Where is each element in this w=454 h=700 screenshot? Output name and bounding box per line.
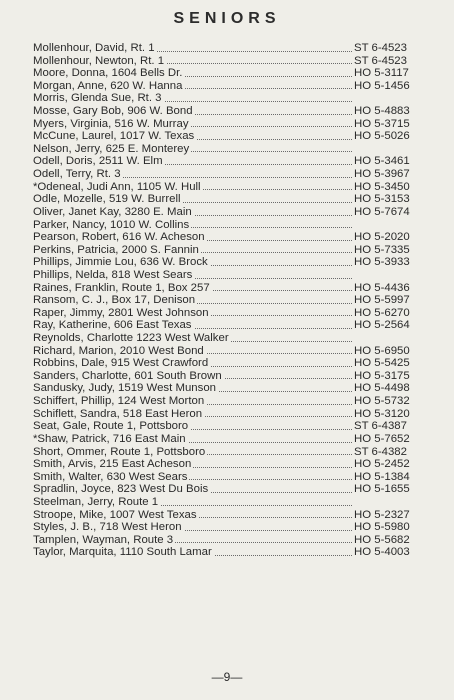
list-item <box>33 446 426 459</box>
list-item <box>33 67 426 80</box>
entry-name: Mollenhour, David, Rt. 1 <box>33 42 155 54</box>
entry-name: Mollenhour, Newton, Rt. 1 <box>33 54 165 67</box>
entry-phone: HO 5-7652 <box>354 432 410 445</box>
entry-name: Oliver, Janet Kay, 3280 E. Main <box>33 205 192 218</box>
entry-name: McCune, Laurel, 1017 W. Texas <box>33 130 195 143</box>
entry-name: Richard, Marion, 2010 West Bond <box>33 344 204 357</box>
entry-name: Robbins, Dale, 915 West Crawford <box>33 357 209 370</box>
list-item <box>33 294 426 307</box>
list-item <box>33 42 426 55</box>
entry-name: Parker, Nancy, 1010 W. Collins <box>33 218 190 231</box>
list-item <box>33 168 426 181</box>
entry-name: Morris, Glenda Sue, Rt. 3 <box>33 92 162 105</box>
entry-name: Styles, J. B., 718 West Heron <box>33 521 182 534</box>
entry-phone: HO 5-5682 <box>354 533 410 546</box>
list-item <box>33 118 426 131</box>
list-item <box>33 458 426 471</box>
entry-phone: ST 6-4523 <box>354 42 407 54</box>
entry-name: Sandusky, Judy, 1519 West Munson <box>33 382 216 395</box>
list-item <box>33 307 426 320</box>
list-item <box>33 471 426 484</box>
entry-name: Raines, Franklin, Route 1, Box 257 <box>33 281 210 294</box>
entry-phone: HO 5-2452 <box>354 458 410 471</box>
list-item <box>33 231 426 244</box>
entry-name: Perkins, Patricia, 2000 S. Fannin <box>33 243 199 256</box>
entry-phone: ST 6-4387 <box>354 420 407 433</box>
list-item <box>33 420 426 433</box>
list-item <box>33 345 426 358</box>
entry-phone: HO 5-6270 <box>354 306 410 319</box>
entry-phone: HO 5-3117 <box>354 67 409 80</box>
entry-name: Steelman, Jerry, Route 1 <box>33 495 159 508</box>
entry-phone: HO 5-4883 <box>354 105 410 118</box>
entry-phone: HO 5-7335 <box>354 243 410 256</box>
entry-name: Schiffert, Phillip, 124 West Morton <box>33 395 205 408</box>
entry-phone: HO 5-3175 <box>354 369 410 382</box>
entry-name: Morgan, Anne, 620 W. Hanna <box>33 79 183 92</box>
entry-name: Tamplen, Wayman, Route 3 <box>33 533 174 546</box>
entry-phone: HO 5-3450 <box>354 180 410 193</box>
entry-phone: HO 5-5425 <box>354 357 410 370</box>
list-item <box>33 319 426 332</box>
entry-name: Odell, Doris, 2511 W. Elm <box>33 155 163 168</box>
entry-name: Ransom, C. J., Box 17, Denison <box>33 294 196 307</box>
entry-phone: HO 5-2327 <box>354 508 410 521</box>
list-item <box>33 155 426 168</box>
list-item <box>33 80 426 93</box>
list-item <box>33 55 426 68</box>
entry-name: Short, Ommer, Route 1, Pottsboro <box>33 445 206 458</box>
entry-name: *Shaw, Patrick, 716 East Main <box>33 432 186 445</box>
list-item <box>33 395 426 408</box>
list-item <box>33 332 426 345</box>
list-item <box>33 370 426 383</box>
entry-name: Sanders, Charlotte, 601 South Brown <box>33 369 222 382</box>
list-item <box>33 433 426 446</box>
entry-name: Smith, Arvis, 215 East Acheson <box>33 458 192 471</box>
directory-list <box>33 42 426 559</box>
entry-name: Seat, Gale, Route 1, Pottsboro <box>33 420 189 433</box>
entry-phone: HO 5-1456 <box>354 79 410 92</box>
list-item <box>33 130 426 143</box>
entry-name: Odle, Mozelle, 519 W. Burrell <box>33 193 181 206</box>
list-item <box>33 105 426 118</box>
entry-name: Odell, Terry, Rt. 3 <box>33 168 121 181</box>
list-item <box>33 521 426 534</box>
list-item <box>33 496 426 509</box>
entry-name: Schiflett, Sandra, 518 East Heron <box>33 407 203 420</box>
entry-name: Smith, Walter, 630 West Sears <box>33 470 188 483</box>
list-item <box>33 244 426 257</box>
entry-phone: HO 5-2020 <box>354 231 410 244</box>
page-title: SENIORS <box>173 10 281 27</box>
entry-name: Phillips, Jimmie Lou, 636 W. Brock <box>33 256 208 269</box>
list-item <box>33 269 426 282</box>
list-item <box>33 92 426 105</box>
list-item <box>33 282 426 295</box>
list-item <box>33 181 426 194</box>
list-item <box>33 357 426 370</box>
entry-phone: HO 5-3153 <box>354 193 410 206</box>
list-item <box>33 546 426 559</box>
list-item <box>33 408 426 421</box>
entry-phone: HO 5-4498 <box>354 382 410 395</box>
entry-phone: ST 6-4523 <box>354 54 407 67</box>
list-item <box>33 483 426 496</box>
entry-phone: ST 6-4382 <box>354 445 407 458</box>
entry-phone: HO 5-5026 <box>354 130 410 143</box>
list-item <box>33 382 426 395</box>
entry-name: *Odeneal, Judi Ann, 1105 W. Hull <box>33 180 201 193</box>
page-number: —9— <box>211 670 243 684</box>
list-item <box>33 509 426 522</box>
entry-phone: HO 5-3461 <box>354 155 410 168</box>
entry-phone: HO 5-3933 <box>354 256 410 269</box>
entry-name: Ray, Katherine, 606 East Texas <box>33 319 192 332</box>
entry-name: Raper, Jimmy, 2801 West Johnson <box>33 306 209 319</box>
list-item <box>33 143 426 156</box>
entry-phone: HO 5-5997 <box>354 294 410 307</box>
entry-phone: HO 5-1384 <box>354 470 410 483</box>
entry-phone: HO 5-4436 <box>354 281 410 294</box>
entry-phone: HO 5-4003 <box>354 546 410 559</box>
list-item <box>33 534 426 547</box>
entry-phone: HO 5-3967 <box>354 168 410 181</box>
list-item <box>33 219 426 232</box>
entry-phone: HO 5-7674 <box>354 205 410 218</box>
entry-name: Myers, Virginia, 516 W. Murray <box>33 117 189 130</box>
entry-phone: HO 5-5980 <box>354 521 410 534</box>
entry-phone: HO 5-1655 <box>354 483 410 496</box>
entry-name: Phillips, Nelda, 818 West Sears <box>33 268 193 281</box>
entry-name: Nelson, Jerry, 625 E. Monterey <box>33 142 190 155</box>
entry-phone: HO 5-5732 <box>354 395 410 408</box>
entry-name: Moore, Donna, 1604 Bells Dr. <box>33 67 183 80</box>
entry-name: Taylor, Marquita, 1110 South Lamar <box>33 546 212 559</box>
entry-name: Reynolds, Charlotte 1223 West Walker <box>33 332 229 345</box>
entry-phone: HO 5-3120 <box>354 407 410 420</box>
entry-name: Pearson, Robert, 616 W. Acheson <box>33 231 205 244</box>
entry-name: Stroope, Mike, 1007 West Texas <box>33 508 197 521</box>
entry-name: Spradlin, Joyce, 823 West Du Bois <box>33 483 209 496</box>
entry-name: Mosse, Gary Bob, 906 W. Bond <box>33 105 193 118</box>
list-item <box>33 206 426 219</box>
entry-phone: HO 5-2564 <box>354 319 410 332</box>
list-item <box>33 193 426 206</box>
entry-phone: HO 5-6950 <box>354 344 410 357</box>
list-item <box>33 256 426 269</box>
entry-phone: HO 5-3715 <box>354 117 410 130</box>
